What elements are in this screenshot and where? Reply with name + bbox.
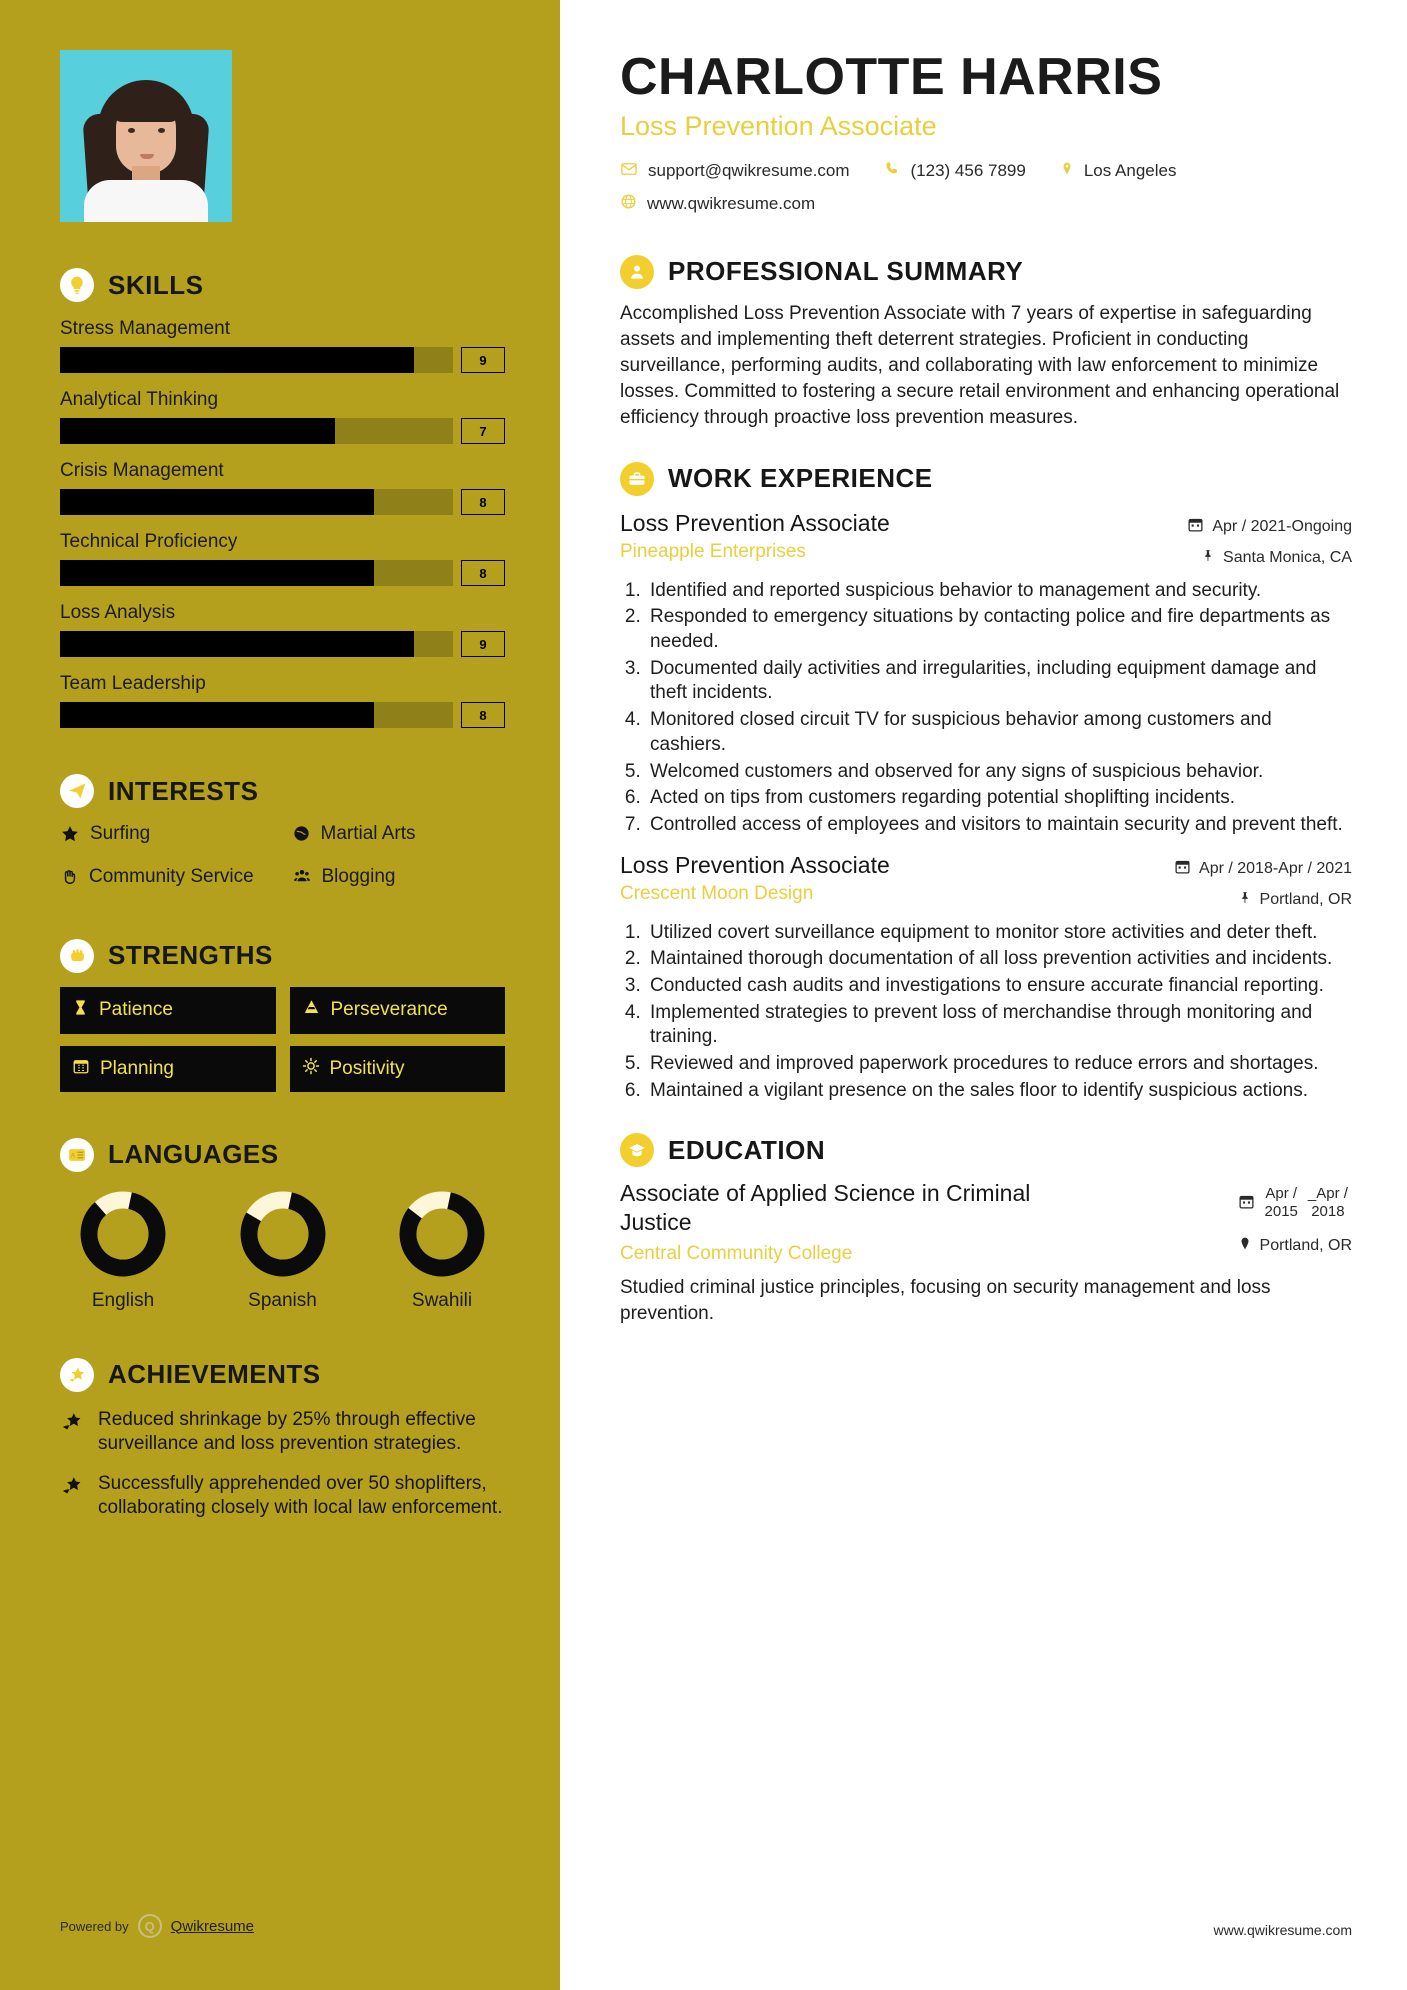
job-title: Loss Prevention Associate <box>620 851 890 878</box>
shooting-star-icon <box>60 1408 84 1457</box>
language-donut-chart <box>77 1188 169 1280</box>
job-header <box>620 510 1352 569</box>
job-bullet-list <box>646 579 1352 838</box>
job-bullet: 2. Responded to emergency situations by contacting police and fire departments as needed. <box>646 605 1352 654</box>
skill-value-badge: 9 <box>461 347 505 373</box>
strengths-title: STRENGTHS <box>108 940 273 970</box>
skill-value-badge: 9 <box>461 631 505 657</box>
skill-label: Loss Analysis <box>60 602 176 623</box>
job-bullet: 3. Documented daily activities and irregularities, including equipment damage and theft incidents. <box>646 657 1352 706</box>
education-end-year: 2018 <box>1311 1203 1345 1221</box>
interests-list <box>60 822 505 893</box>
job-dates <box>1187 516 1352 538</box>
job-dates <box>1174 858 1352 880</box>
work-title: WORK EXPERIENCE <box>668 463 933 494</box>
job-bullet: 5. Reviewed and improved paperwork procedures to reduce errors and shortages. <box>646 1052 1352 1077</box>
interests-section-header <box>60 774 505 808</box>
strength-label: Planning <box>100 1057 174 1079</box>
education-start-year: 2015 <box>1264 1203 1298 1221</box>
strength-chip <box>290 1046 506 1092</box>
interest-item <box>292 865 506 893</box>
job-bullet-list <box>646 921 1352 1104</box>
calendar-icon <box>1238 1193 1255 1214</box>
work-section-header <box>620 462 1352 496</box>
strength-label: Patience <box>99 999 173 1020</box>
skill-track <box>60 347 453 373</box>
users-icon <box>292 865 312 892</box>
skill-value-badge: 8 <box>461 702 505 728</box>
interest-label: Blogging <box>321 865 396 887</box>
education-degree: Associate of Applied Science in Criminal Justice <box>620 1180 1031 1236</box>
main-footer-url: www.qwikresume.com <box>1213 1922 1352 1938</box>
pin-icon <box>1239 889 1252 911</box>
page-title: CHARLOTTE HARRIS <box>620 48 1163 106</box>
job-bullet: 5. Welcomed customers and observed for any signs of suspicious behavior. <box>646 760 1352 785</box>
interest-item <box>60 865 274 893</box>
skill-bar-row <box>60 347 505 373</box>
language-item <box>64 1188 182 1312</box>
job-title: Loss Prevention Associate <box>620 509 890 536</box>
interest-label: Martial Arts <box>320 823 416 844</box>
education-entry <box>620 1179 1352 1265</box>
education-school: Central Community College <box>620 1242 853 1264</box>
svg-text:A: A <box>70 1152 76 1159</box>
contact-text: www.qwikresume.com <box>647 193 816 213</box>
location-icon <box>1238 1235 1252 1257</box>
language-donut-chart <box>237 1188 329 1280</box>
skill-track <box>60 418 453 444</box>
language-label: Swahili <box>411 1289 473 1311</box>
language-label: Spanish <box>248 1289 317 1311</box>
job-dates-text: Apr / 2021-Ongoing <box>1212 517 1352 535</box>
paper-plane-icon <box>60 774 94 808</box>
sun-icon <box>302 1057 320 1081</box>
star-icon <box>60 822 80 851</box>
skill-fill <box>60 702 374 728</box>
calendar-icon <box>1174 858 1191 880</box>
achievements-section-header <box>60 1358 505 1392</box>
skill-fill <box>60 418 335 444</box>
skill-label: Crisis Management <box>60 460 224 481</box>
avatar <box>60 50 232 222</box>
achievement-item <box>60 1408 505 1457</box>
qwikresume-link[interactable]: Qwikresume <box>170 1917 255 1935</box>
powered-by-label: Powered by <box>60 1918 129 1934</box>
phone-icon <box>884 160 901 182</box>
job-entry <box>620 510 1352 838</box>
briefcase-icon <box>620 462 654 496</box>
job-meta <box>1174 852 1352 911</box>
education-title: EDUCATION <box>668 1134 826 1165</box>
skill-fill <box>60 489 374 515</box>
strengths-section-header <box>60 939 505 973</box>
contact-envelope[interactable] <box>620 160 850 183</box>
job-dates-text: Apr / 2018-Apr / 2021 <box>1199 859 1352 877</box>
education-location: Portland, OR <box>1238 1235 1352 1257</box>
education-description: Studied criminal justice principles, focusing on security management and loss prevention. <box>620 1276 1271 1324</box>
job-bullet: 7. Controlled access of employees and visitors to maintain security and prevent theft. <box>646 813 1352 838</box>
education-end-month: _Apr / <box>1307 1185 1348 1203</box>
skills-list <box>60 318 505 728</box>
achievement-item <box>60 1472 505 1521</box>
calendar-icon <box>72 1057 90 1081</box>
qwikresume-logo-icon: Q <box>138 1914 162 1938</box>
shooting-star-icon <box>60 1472 84 1521</box>
job-location <box>1187 547 1352 569</box>
skill-bar-row <box>60 418 505 444</box>
achievement-text: Reduced shrinkage by 25% through effective surveillance and loss prevention strategies. <box>98 1408 476 1454</box>
job-company: Pineapple Enterprises <box>620 540 806 562</box>
achievements-title: ACHIEVEMENTS <box>108 1359 321 1389</box>
jobs-list <box>620 510 1352 1104</box>
job-bullet: 1. Identified and reported suspicious behavior to management and security. <box>646 579 1352 604</box>
language-item <box>383 1188 501 1312</box>
interests-title: INTERESTS <box>108 775 259 806</box>
job-bullet: 1. Utilized covert surveillance equipment to monitor store activities and deter theft. <box>646 921 1352 946</box>
skill-label: Stress Management <box>60 318 231 339</box>
job-bullet: 4. Monitored closed circuit TV for suspicious behavior among customers and cashiers. <box>646 708 1352 757</box>
languages-list <box>60 1188 505 1312</box>
skill-fill <box>60 347 414 373</box>
skill-bar-row <box>60 489 505 515</box>
globe-icon <box>292 822 311 850</box>
strengths-list <box>60 987 505 1092</box>
mountain-icon <box>302 998 321 1022</box>
job-bullet: 4. Implemented strategies to prevent loss of merchandise through monitoring and training. <box>646 1001 1352 1050</box>
skill-label: Team Leadership <box>60 673 206 694</box>
pin-icon <box>1202 547 1215 569</box>
education-dates <box>1238 1185 1352 1221</box>
job-entry <box>620 852 1352 1104</box>
location-icon <box>1060 160 1074 182</box>
calendar-icon <box>1187 516 1204 538</box>
job-company: Crescent Moon Design <box>620 882 814 904</box>
lightbulb-icon <box>60 268 94 302</box>
strength-chip <box>290 987 506 1034</box>
job-bullet: 6. Acted on tips from customers regarding potential shoplifting incidents. <box>646 786 1352 811</box>
globe-icon <box>620 193 637 215</box>
skill-label: Technical Proficiency <box>60 531 238 552</box>
contact-text: Los Angeles <box>1083 161 1177 181</box>
job-location-text: Portland, OR <box>1259 890 1352 908</box>
language-donut-chart <box>396 1188 488 1280</box>
skill-value-badge: 8 <box>461 489 505 515</box>
hand-icon <box>60 865 79 893</box>
job-role-subtitle: Loss Prevention Associate <box>620 110 937 141</box>
skill-track <box>60 489 453 515</box>
summary-text: Accomplished Loss Prevention Associate with 7 years of expertise in safeguarding assets and implementing theft deterrent strategies. Proficient in conducting surveillance, performing audits, and collaborating with law enforcement to minimize losses. Committed to fostering a secure retail environment and enhancing operational efficiency through proactive loss prevention measures. <box>620 302 1340 429</box>
language-label: English <box>91 1289 155 1311</box>
education-start-month: Apr / <box>1265 1185 1298 1203</box>
strength-label: Positivity <box>329 1057 405 1079</box>
job-meta <box>1187 510 1352 569</box>
contact-text: support@qwikresume.com <box>648 161 850 181</box>
summary-section-header <box>620 255 1352 289</box>
languages-title: LANGUAGES <box>108 1139 279 1169</box>
skill-fill <box>60 631 414 657</box>
job-location <box>1174 889 1352 911</box>
skills-section-header <box>60 268 505 302</box>
job-bullet: 3. Conducted cash audits and investigations to ensure accurate financial reporting. <box>646 974 1352 999</box>
user-icon <box>620 255 654 289</box>
job-header <box>620 852 1352 911</box>
skills-title: SKILLS <box>108 269 204 300</box>
strength-chip <box>60 987 276 1034</box>
languages-section-header <box>60 1138 505 1172</box>
interest-label: Surfing <box>90 823 151 844</box>
skill-bar-row <box>60 631 505 657</box>
translate-icon <box>60 1138 94 1172</box>
education-section-header <box>620 1133 1352 1167</box>
contact-info <box>620 160 1352 225</box>
skill-label: Analytical Thinking <box>60 389 219 410</box>
skill-track <box>60 560 453 586</box>
job-bullet: 2. Maintained thorough documentation of all loss prevention activities and incidents. <box>646 947 1352 972</box>
skill-value-badge: 8 <box>461 560 505 586</box>
contact-location[interactable] <box>1060 160 1177 182</box>
skill-fill <box>60 560 374 586</box>
main-content <box>560 0 1407 1990</box>
contact-globe[interactable] <box>620 193 815 215</box>
contact-text: (123) 456 7899 <box>910 161 1026 181</box>
skill-bar-row <box>60 560 505 586</box>
achievement-text: Successfully apprehended over 50 shoplifters, collaborating closely with local law enforcement. <box>98 1473 503 1519</box>
fist-icon <box>60 939 94 973</box>
sidebar-footer <box>60 1914 254 1938</box>
hourglass-icon <box>72 998 89 1023</box>
strength-chip <box>60 1046 276 1092</box>
achievements-list <box>60 1408 505 1521</box>
sidebar <box>0 0 560 1990</box>
envelope-icon <box>620 160 638 183</box>
summary-title: PROFESSIONAL SUMMARY <box>668 256 1024 287</box>
skill-bar-row <box>60 702 505 728</box>
skill-track <box>60 631 453 657</box>
job-location-text: Santa Monica, CA <box>1223 548 1352 566</box>
job-bullet: 6. Maintained a vigilant presence on the sales floor to identify suspicious actions. <box>646 1079 1352 1104</box>
strength-label: Perseverance <box>330 999 448 1020</box>
language-item <box>224 1188 342 1312</box>
star-badge-icon <box>60 1358 94 1392</box>
interest-item <box>60 822 274 851</box>
skill-track <box>60 702 453 728</box>
skill-value-badge: 7 <box>461 418 505 444</box>
graduation-icon <box>620 1133 654 1167</box>
contact-phone[interactable] <box>884 160 1026 182</box>
interest-item <box>292 822 506 851</box>
interest-label: Community Service <box>89 865 254 887</box>
